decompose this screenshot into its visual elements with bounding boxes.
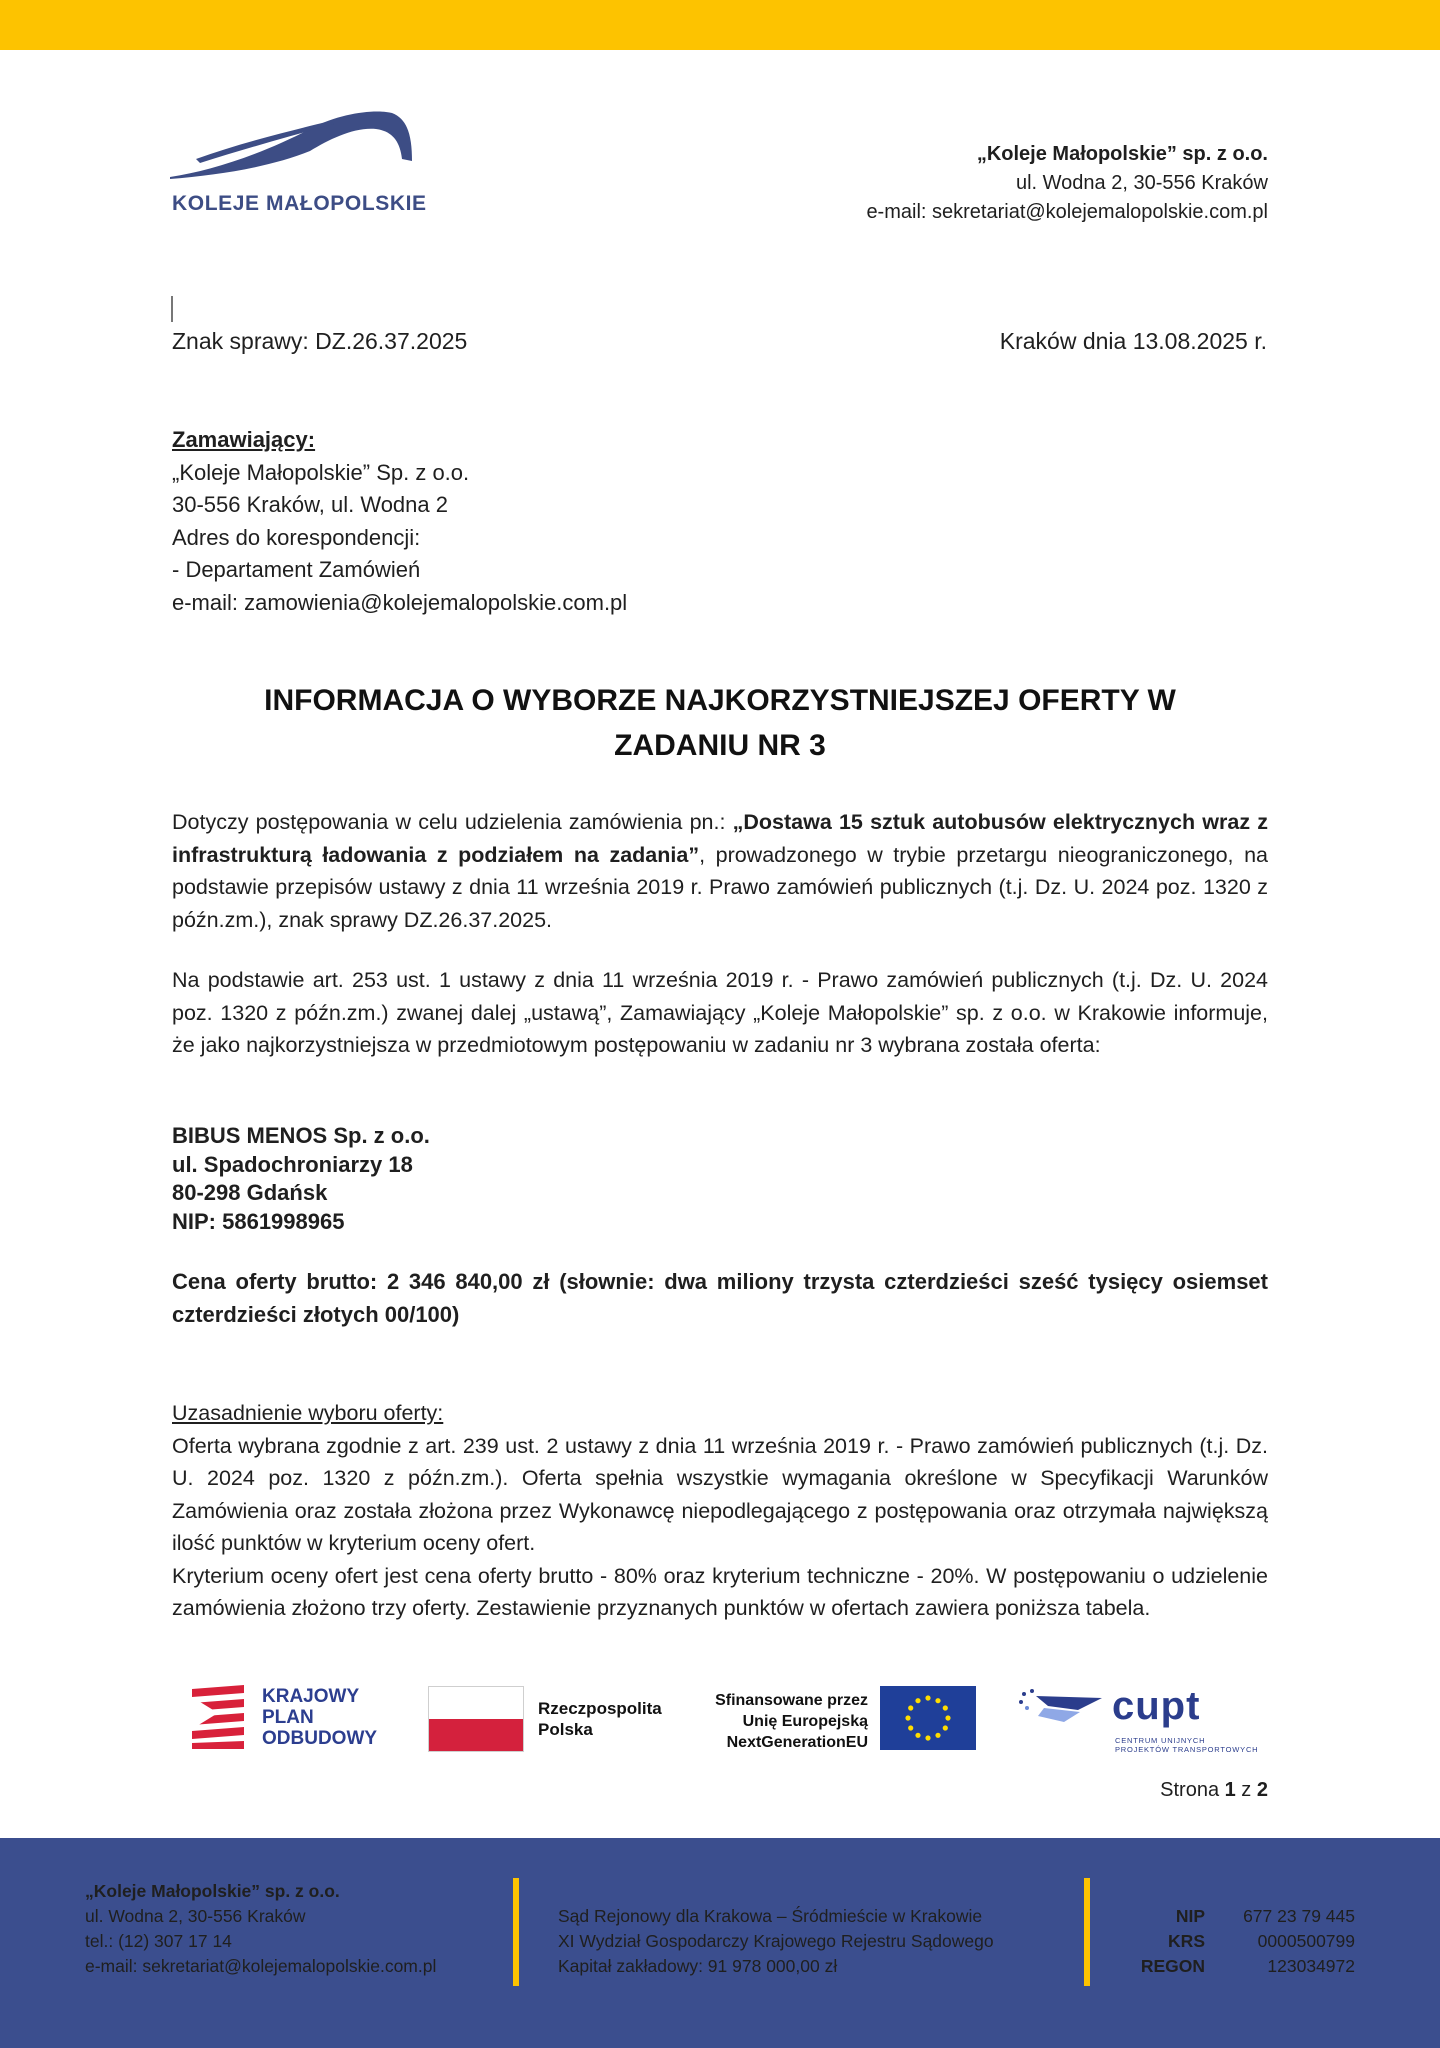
offer-price: Cena oferty brutto: 2 346 840,00 zł (słownie: dwa miliony trzysta czterdzieści sześć tysięcy osiemset czterdzieści złotych 00/100) xyxy=(172,1269,1268,1327)
justification-text: Oferta wybrana zgodnie z art. 239 ust. 2 ustawy z dnia 11 września 2019 r. - Prawo zamówień publicznych (t.j. Dz. U. 2024 poz. 1320 z późn.zm.). Oferta spełnia wszystkie wymagania określone w Specyfikacji Warunków Zamówienia oraz została złożona przez Wykonawcę niepodlegającego z postępowania oraz otrzymała największą ilość punktów w kryterium oceny ofert. xyxy=(172,1433,1268,1555)
winner-city: 80-298 Gdańsk xyxy=(172,1180,328,1205)
footer-registry xyxy=(558,1904,994,1979)
kpo-line: ODBUDOWY xyxy=(262,1728,378,1749)
case-number: Znak sprawy: DZ.26.37.2025 xyxy=(172,328,468,354)
rp-line: Polska xyxy=(538,1720,593,1739)
intro-text-cont: , prowadzonego w trybie przetargu nieograniczonego, na podstawie przepisów ustawy z dnia 11 września 2019 r. Prawo zamówień publicznych (t.j. Dz. U. 2024 poz. 1320 z późn.zm.), znak sprawy DZ.26.37.2025. xyxy=(172,842,1268,932)
eu-line: NextGenerationEU xyxy=(726,1734,868,1751)
winner-name: BIBUS MENOS Sp. z o.o. xyxy=(172,1123,430,1148)
title-line-2: ZADANIU NR 3 xyxy=(614,729,826,762)
kpo-line: PLAN xyxy=(262,1707,314,1728)
footer-address: ul. Wodna 2, 30-556 Kraków xyxy=(85,1906,306,1926)
logo-wordmark: KOLEJE MAŁOPOLSKIE xyxy=(172,192,427,215)
kpo-line: KRAJOWY xyxy=(262,1686,360,1707)
eu-funding-text xyxy=(700,1690,868,1753)
polish-flag-icon xyxy=(428,1686,524,1752)
header-address: ul. Wodna 2, 30-556 Kraków xyxy=(1015,172,1268,194)
rp-logo-text xyxy=(538,1698,662,1740)
orderer-block xyxy=(172,424,627,619)
krs-value: 0000500799 xyxy=(1257,1931,1355,1951)
header-email: e-mail: sekretariat@kolejemalopolskie.com.pl xyxy=(866,201,1268,223)
eu-line: Sfinansowane przez xyxy=(715,1692,868,1709)
footer-id-labels xyxy=(1133,1904,1205,1979)
orderer-line: - Departament Zamówień xyxy=(172,557,421,582)
justification-label: Uzasadnienie wyboru oferty: xyxy=(172,1401,444,1425)
page-prefix: Strona xyxy=(1160,1779,1225,1801)
cupt-subtitle xyxy=(1115,1736,1258,1754)
footer-company-name: „Koleje Małopolskie” sp. z o.o. xyxy=(85,1881,340,1901)
footer-id-values xyxy=(1218,1904,1355,1979)
regon-label: REGON xyxy=(1140,1956,1205,1976)
header-company-name: „Koleje Małopolskie” sp. z o.o. xyxy=(976,143,1268,165)
footer-phone: tel.: (12) 307 17 14 xyxy=(85,1931,232,1951)
footer-court: Sąd Rejonowy dla Krakowa – Śródmieście w Krakowie xyxy=(558,1906,983,1926)
footer-divider xyxy=(1084,1878,1090,1986)
top-accent-bar xyxy=(0,0,1440,50)
page-current: 1 xyxy=(1224,1779,1236,1801)
footer-court-dept: XI Wydział Gospodarczy Krajowego Rejestru Sądowego xyxy=(558,1931,994,1951)
orderer-line: 30-556 Kraków, ul. Wodna 2 xyxy=(172,492,448,517)
krs-label: KRS xyxy=(1168,1931,1205,1951)
orderer-line: e-mail: zamowienia@kolejemalopolskie.com.pl xyxy=(172,589,628,615)
footer-capital: Kapitał zakładowy: 91 978 000,00 zł xyxy=(558,1956,838,1976)
regon-value: 123034972 xyxy=(1267,1956,1355,1976)
footer-company xyxy=(85,1879,436,1979)
page-sep: z xyxy=(1235,1779,1257,1801)
eu-line: Unię Europejską xyxy=(742,1713,868,1730)
winner-block xyxy=(172,1122,430,1236)
footer-divider xyxy=(513,1878,519,1986)
winner-street: ul. Spadochroniarzy 18 xyxy=(172,1151,413,1177)
page-number xyxy=(1160,1779,1268,1802)
orderer-line: Adres do korespondencji: xyxy=(172,524,421,550)
page-total: 2 xyxy=(1256,1779,1268,1801)
cupt-sub-line: PROJEKTÓW TRANSPORTOWYCH xyxy=(1115,1745,1259,1754)
nip-value: 677 23 79 445 xyxy=(1243,1906,1355,1926)
title-line-1: INFORMACJA O WYBORZE NAJKORZYSTNIEJSZEJ OFERTY W xyxy=(264,684,1176,717)
eu-flag-icon xyxy=(880,1686,976,1750)
document-date: Kraków dnia 13.08.2025 r. xyxy=(999,328,1267,354)
orderer-line: „Koleje Małopolskie” Sp. z o.o. xyxy=(172,459,470,485)
text-cursor xyxy=(171,296,173,322)
intro-text: Dotyczy postępowania w celu udzielenia zamówienia pn.: xyxy=(172,810,733,834)
footer-email: e-mail: sekretariat@kolejemalopolskie.com.pl xyxy=(85,1956,437,1976)
intro-paragraph xyxy=(172,806,1268,936)
kpo-logo-icon xyxy=(188,1683,248,1751)
nip-label: NIP xyxy=(1175,1906,1205,1926)
rp-line: Rzeczpospolita xyxy=(538,1699,662,1718)
justification-block xyxy=(172,1397,1268,1625)
cupt-sub-line: CENTRUM UNIJNYCH xyxy=(1115,1736,1206,1745)
tender-name: „Dostawa 15 sztuk autobusów elektrycznych wraz z infrastrukturą ładowania z podziałem na zadania” xyxy=(172,810,1268,867)
decision-paragraph: Na podstawie art. 253 ust. 1 ustawy z dnia 11 września 2019 r. - Prawo zamówień publicznych (t.j. Dz. U. 2024 poz. 1320 z późn.zm.) zwanej dalej „ustawą”, Zamawiający „Koleje Małopolskie” sp. z o.o. w Krakowie informuje, że jako najkorzystniejsza w przedmiotowym postępowaniu w zadaniu nr 3 wybrana została oferta: xyxy=(172,968,1268,1057)
cupt-logo-icon xyxy=(1018,1688,1108,1728)
winner-nip: NIP: 5861998965 xyxy=(172,1208,345,1234)
kpo-logo-text xyxy=(262,1686,377,1749)
orderer-label: Zamawiający: xyxy=(172,427,316,452)
company-header xyxy=(866,140,1268,227)
cupt-wordmark: cupt xyxy=(1112,1684,1201,1728)
document-title xyxy=(170,678,1270,768)
justification-criteria: Kryterium oceny ofert jest cena oferty brutto - 80% oraz kryterium techniczne - 20%. W postępowaniu o udzielenie zamówienia złożono trzy oferty. Zestawienie przyznanych punktów w ofertach zawiera poniższa tabela. xyxy=(172,1563,1268,1620)
